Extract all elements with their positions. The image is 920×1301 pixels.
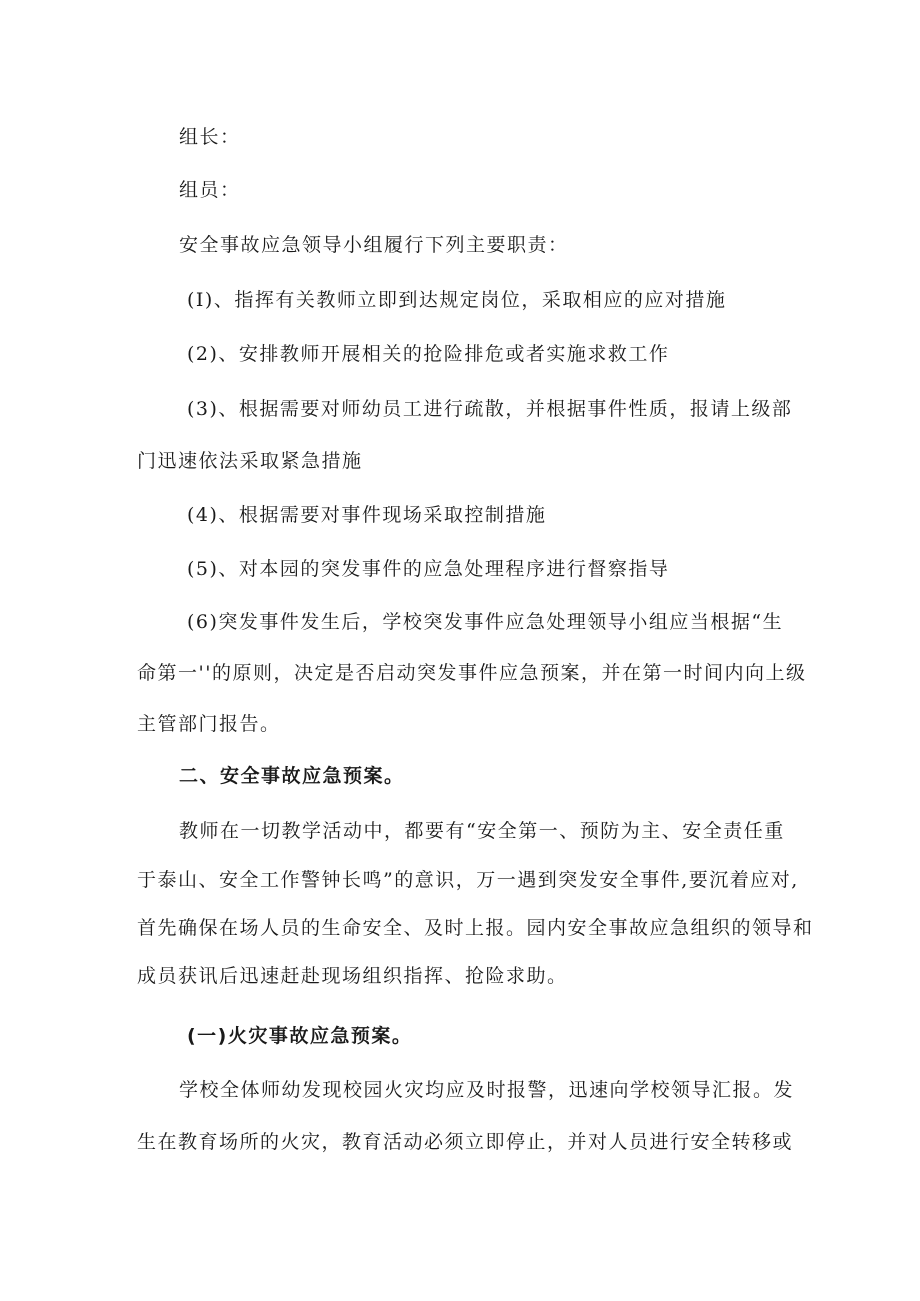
section-2-paragraph-line-2: 于泰山、安全工作警钟长鸣”的意识，万一遇到突发安全事件,要沉着应对, bbox=[137, 869, 799, 891]
duty-item-4: (4)、根据需要对事件现场采取控制措施 bbox=[187, 504, 547, 526]
subsection-1-heading: (一)火灾事故应急预案。 bbox=[187, 1025, 413, 1047]
duty-item-1: (I)、指挥有关教师立即到达规定岗位，采取相应的应对措施 bbox=[187, 289, 727, 311]
section-2-paragraph-line-4: 成员获讯后迅速赶赴现场组织指挥、抢险求助。 bbox=[137, 965, 568, 987]
duty-item-6-line-3: 主管部门报告。 bbox=[137, 713, 281, 735]
duty-item-3-line-1: (3)、根据需要对师幼员工进行疏散，并根据事件性质，报请上级部 bbox=[187, 398, 793, 420]
duty-item-6-line-2: 命第一''的原则，决定是否启动突发事件应急预案，并在第一时间内向上级 bbox=[137, 662, 807, 684]
subsection-1-paragraph-line-1: 学校全体师幼发现校园火灾均应及时报警，迅速向学校领导汇报。发 bbox=[179, 1079, 795, 1101]
duties-intro: 安全事故应急领导小组履行下列主要职责： bbox=[179, 234, 569, 256]
section-2-paragraph-line-3: 首先确保在场人员的生命安全、及时上报。园内安全事故应急组织的领导和 bbox=[137, 917, 814, 939]
duty-item-3-line-2: 门迅速依法采取紧急措施 bbox=[137, 450, 363, 472]
duty-item-6-line-1: (6)突发事件发生后，学校突发事件应急处理领导小组应当根据“生 bbox=[187, 611, 784, 633]
duty-item-5: (5)、对本园的突发事件的应急处理程序进行督察指导 bbox=[187, 558, 670, 580]
team-member-label: 组员： bbox=[179, 179, 241, 201]
team-leader-label: 组长： bbox=[179, 126, 241, 148]
section-2-heading: 二、安全事故应急预案。 bbox=[179, 765, 405, 787]
duty-item-2: (2)、安排教师开展相关的抢险排危或者实施求救工作 bbox=[187, 343, 670, 365]
section-2-paragraph-line-1: 教师在一切教学活动中，都要有“安全第一、预防为主、安全责任重 bbox=[179, 820, 785, 842]
subsection-1-paragraph-line-2: 生在教育场所的火灾，教育活动必须立即停止，并对人员进行安全转移或 bbox=[137, 1131, 794, 1153]
